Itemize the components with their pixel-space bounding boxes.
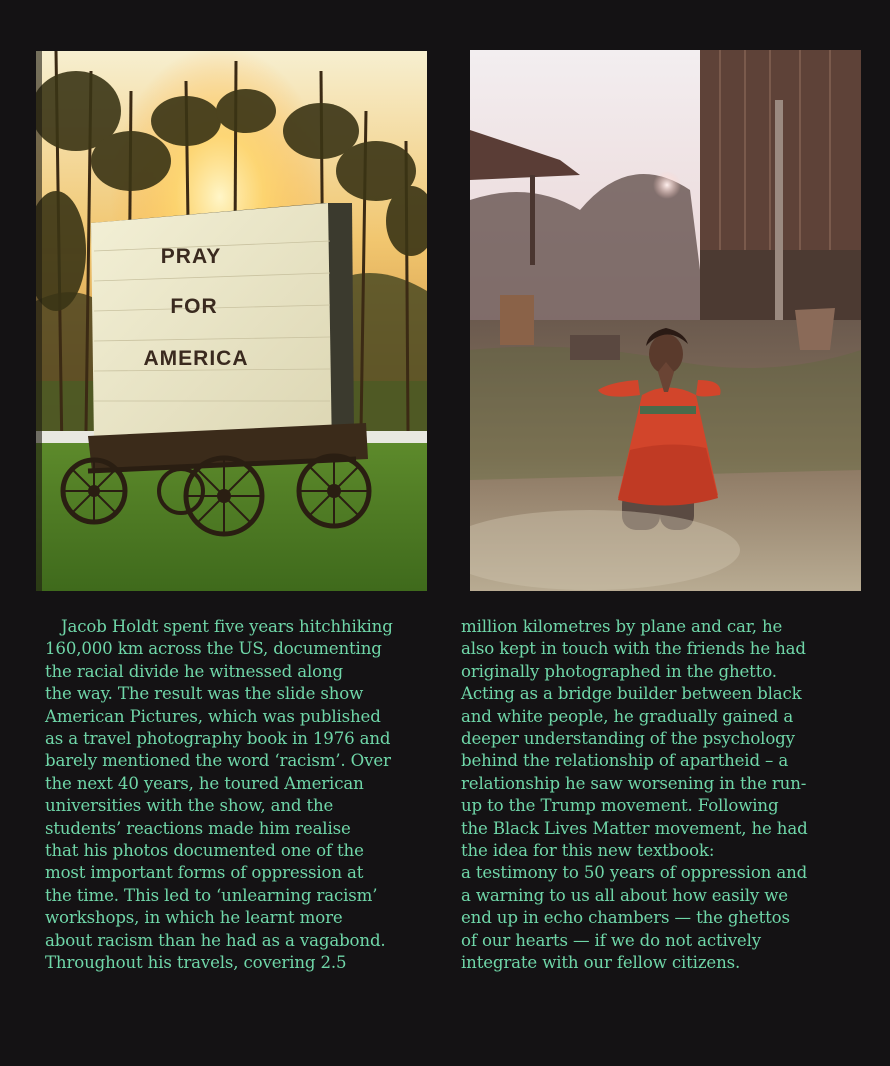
text-line: a warning to us all about how easily we: [461, 885, 788, 905]
text-line: deeper understanding of the psychology: [461, 729, 795, 749]
text-line: the Black Lives Matter movement, he had: [461, 818, 808, 838]
text-line: American Pictures, which was published: [45, 706, 381, 726]
text-line: 160,000 km across the US, documenting: [45, 639, 382, 659]
text-line: that his photos documented one of the: [45, 841, 364, 861]
text-line: a testimony to 50 years of oppression and: [461, 863, 808, 883]
text-line: the idea for this new textbook:: [461, 841, 715, 861]
text-line: barely mentioned the word ‘racism’. Over: [45, 751, 391, 771]
text-line: integrate with our fellow citizens.: [461, 953, 741, 973]
billboard-wagon-illustration: [36, 51, 427, 591]
body-text-left: [45, 616, 445, 975]
text-line: the time. This led to ‘unlearning racism’: [45, 885, 378, 905]
sign-word-3: AMERICA: [143, 347, 249, 370]
text-line: the next 40 years, he toured American: [45, 773, 364, 793]
text-line: end up in echo chambers — the ghettos: [461, 908, 790, 928]
body-text-right: [461, 616, 861, 975]
text-line: behind the relationship of apartheid – a: [461, 751, 789, 771]
text-line: as a travel photography book in 1976 and: [45, 729, 391, 749]
text-line: universities with the show, and the: [45, 796, 334, 816]
text-line: also kept in touch with the friends he had: [461, 639, 806, 659]
text-line: workshops, in which he learnt more: [45, 908, 343, 928]
text-line: most important forms of oppression at: [45, 863, 364, 883]
text-line: Acting as a bridge builder between black: [461, 684, 802, 704]
text-line: the racial divide he witnessed along: [45, 661, 343, 681]
text-line: million kilometres by plane and car, he: [461, 617, 783, 636]
text-line: the way. The result was the slide show: [45, 684, 364, 704]
text-line: and white people, he gradually gained a: [461, 706, 794, 726]
text-line: of our hearts — if we do not actively: [461, 930, 761, 950]
text-line: about racism than he had as a vagabond.: [45, 930, 386, 950]
billboard-wagon-photo: [36, 51, 427, 591]
text-line: Jacob Holdt spent five years hitchhiking: [61, 617, 393, 636]
text-line: up to the Trump movement. Following: [461, 796, 779, 816]
text-line: relationship he saw worsening in the run-: [461, 773, 807, 793]
text-line: Throughout his travels, covering 2.5: [45, 953, 347, 973]
text-line: originally photographed in the ghetto.: [461, 661, 777, 681]
text-line: students’ reactions made him realise: [45, 818, 351, 838]
kneeling-girl-photo: [470, 50, 861, 591]
sign-word-2: FOR: [170, 295, 218, 318]
kneeling-girl-illustration: [470, 50, 861, 591]
sign-word-1: PRAY: [160, 245, 222, 268]
